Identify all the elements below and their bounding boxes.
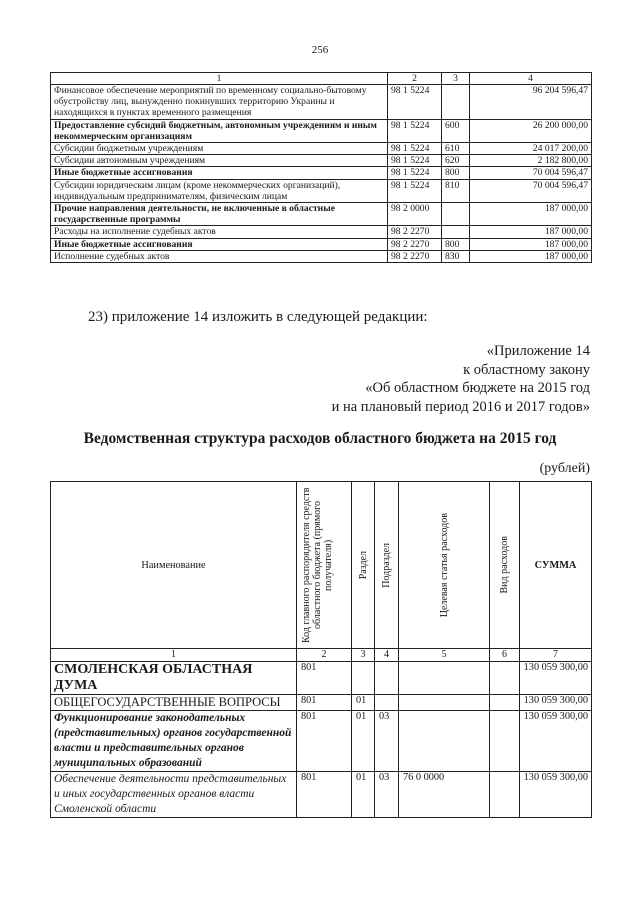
row-podrazdel: 03 — [375, 772, 399, 818]
header-cell: 1 — [51, 73, 388, 85]
row-sum: 2 182 800,00 — [470, 155, 592, 167]
row-sum: 187 000,00 — [470, 203, 592, 226]
page-number: 256 — [311, 44, 329, 56]
row-name: Обеспечение деятельности представительных и иных государственных органов власти Смоленской области — [51, 772, 297, 818]
column-number: 7 — [520, 649, 592, 662]
annex-heading — [332, 342, 590, 416]
row-sum: 26 200 000,00 — [470, 119, 592, 142]
row-vid — [490, 695, 520, 711]
top-budget-table — [50, 72, 592, 263]
row-name: Иные бюджетные ассигнования — [51, 238, 388, 250]
row-sum: 130 059 300,00 — [520, 695, 592, 711]
row-name: Исполнение судебных актов — [51, 250, 388, 262]
main-table-header — [51, 482, 592, 649]
row-sum: 187 000,00 — [470, 238, 592, 250]
header-code-admin-text: Код главного распорядителя средств областного бюджета (прямого получателя) — [301, 487, 334, 643]
annex-line: «Приложение 14 — [486, 343, 590, 359]
row-sum: 96 204 596,47 — [470, 85, 592, 120]
table-row — [51, 143, 592, 155]
row-name: Расходы на исполнение судебных актов — [51, 226, 388, 238]
header-cell: 4 — [470, 73, 592, 85]
row-code: 98 1 5224 — [388, 119, 442, 142]
row-target — [399, 711, 490, 772]
main-structure-table — [50, 481, 592, 818]
row-sum: 130 059 300,00 — [520, 662, 592, 695]
row-target: 76 0 0000 — [399, 772, 490, 818]
row-code: 98 1 5224 — [388, 143, 442, 155]
header-cell: 2 — [388, 73, 442, 85]
header-target-text: Целевая статья расходов — [438, 512, 450, 618]
row-name: Прочие направления деятельности, не включенные в областные государственные программы — [51, 203, 388, 226]
row-vid: 810 — [442, 179, 470, 202]
row-sum: 130 059 300,00 — [520, 711, 592, 772]
row-code: 98 2 2270 — [388, 226, 442, 238]
top-table-body — [51, 85, 592, 263]
column-number: 2 — [297, 649, 352, 662]
header-sum: СУММА — [520, 482, 592, 649]
column-number: 6 — [490, 649, 520, 662]
row-code: 98 2 0000 — [388, 203, 442, 226]
row-vid: 800 — [442, 167, 470, 179]
header-vid-text: Вид расходов — [499, 536, 510, 594]
row-admin: 801 — [297, 695, 352, 711]
row-razdel: 01 — [352, 695, 375, 711]
row-vid — [442, 203, 470, 226]
row-sum: 187 000,00 — [470, 226, 592, 238]
row-sum: 130 059 300,00 — [520, 772, 592, 818]
table-row — [51, 226, 592, 238]
document-title: Ведомственная структура расходов областного бюджета на 2015 год — [83, 430, 557, 447]
table-row — [51, 85, 592, 120]
row-name: Субсидии автономным учреждениям — [51, 155, 388, 167]
row-admin: 801 — [297, 772, 352, 818]
row-code: 98 2 2270 — [388, 238, 442, 250]
header-subsection-text: Подраздел — [381, 542, 392, 588]
top-table-header — [51, 73, 592, 85]
row-vid: 600 — [442, 119, 470, 142]
row-target — [399, 662, 490, 695]
row-name: Функционирование законодательных (представительных) органов государственной власти и представительных органов муниципальных образований — [51, 711, 297, 772]
column-number: 4 — [375, 649, 399, 662]
table-row — [51, 250, 592, 262]
row-sum: 187 000,00 — [470, 250, 592, 262]
row-code: 98 1 5224 — [388, 179, 442, 202]
row-razdel: 01 — [352, 711, 375, 772]
row-razdel — [352, 662, 375, 695]
annex-line: к областному закону — [463, 361, 590, 378]
row-admin: 801 — [297, 711, 352, 772]
row-name: ОБЩЕГОСУДАРСТВЕННЫЕ ВОПРОСЫ — [51, 695, 297, 711]
table-row — [51, 662, 592, 695]
table-row — [51, 167, 592, 179]
table-row — [51, 155, 592, 167]
row-name: Субсидии бюджетным учреждениям — [51, 143, 388, 155]
row-vid — [442, 85, 470, 120]
row-code: 98 1 5224 — [388, 155, 442, 167]
annex-line: и на плановый период 2016 и 2017 годов» — [331, 398, 590, 415]
row-code: 98 2 2270 — [388, 250, 442, 262]
row-name: Предоставление субсидий бюджетным, автономным учреждениям и иным некоммерческим организациям — [51, 119, 388, 142]
row-code: 98 1 5224 — [388, 85, 442, 120]
row-vid: 620 — [442, 155, 470, 167]
row-target — [399, 695, 490, 711]
main-table-body — [51, 662, 592, 818]
table-row — [51, 203, 592, 226]
row-name: СМОЛЕНСКАЯ ОБЛАСТНАЯ ДУМА — [51, 662, 297, 695]
table-row — [51, 772, 592, 818]
table-row — [51, 238, 592, 250]
header-name: Наименование — [51, 482, 297, 649]
row-vid — [490, 772, 520, 818]
row-sum: 24 017 200,00 — [470, 143, 592, 155]
row-name: Финансовое обеспечение мероприятий по временному социально-бытовому обустройству лиц, вынужденно покинувших территорию Украины и находящихся в пунктах временного размещения — [51, 85, 388, 120]
column-number: 1 — [51, 649, 297, 662]
table-row — [51, 179, 592, 202]
row-vid: 830 — [442, 250, 470, 262]
table-row — [51, 119, 592, 142]
main-table-column-numbers — [51, 649, 592, 662]
row-podrazdel — [375, 695, 399, 711]
column-number: 5 — [399, 649, 490, 662]
row-sum: 70 004 596,47 — [470, 179, 592, 202]
header-code-admin — [297, 482, 352, 649]
amendment-paragraph: 23) приложение 14 изложить в следующей редакции: — [88, 309, 428, 325]
header-target — [399, 482, 490, 649]
header-section — [352, 482, 375, 649]
row-sum: 70 004 596,47 — [470, 167, 592, 179]
row-vid — [490, 662, 520, 695]
annex-line: «Об областном бюджете на 2015 год — [365, 380, 590, 397]
currency-unit: (рублей) — [539, 461, 590, 476]
table-row — [51, 711, 592, 772]
row-admin: 801 — [297, 662, 352, 695]
header-vid — [490, 482, 520, 649]
row-razdel: 01 — [352, 772, 375, 818]
row-podrazdel — [375, 662, 399, 695]
row-name: Субсидии юридическим лицам (кроме некоммерческих организаций), индивидуальным предпринимателям, физическим лицам — [51, 179, 388, 202]
row-vid — [490, 711, 520, 772]
row-vid: 800 — [442, 238, 470, 250]
header-section-text: Раздел — [357, 550, 369, 580]
row-podrazdel: 03 — [375, 711, 399, 772]
row-vid: 610 — [442, 143, 470, 155]
column-number: 3 — [352, 649, 375, 662]
header-subsection — [375, 482, 399, 649]
header-cell: 3 — [442, 73, 470, 85]
table-row — [51, 695, 592, 711]
row-vid — [442, 226, 470, 238]
row-name: Иные бюджетные ассигнования — [51, 167, 388, 179]
row-code: 98 1 5224 — [388, 167, 442, 179]
